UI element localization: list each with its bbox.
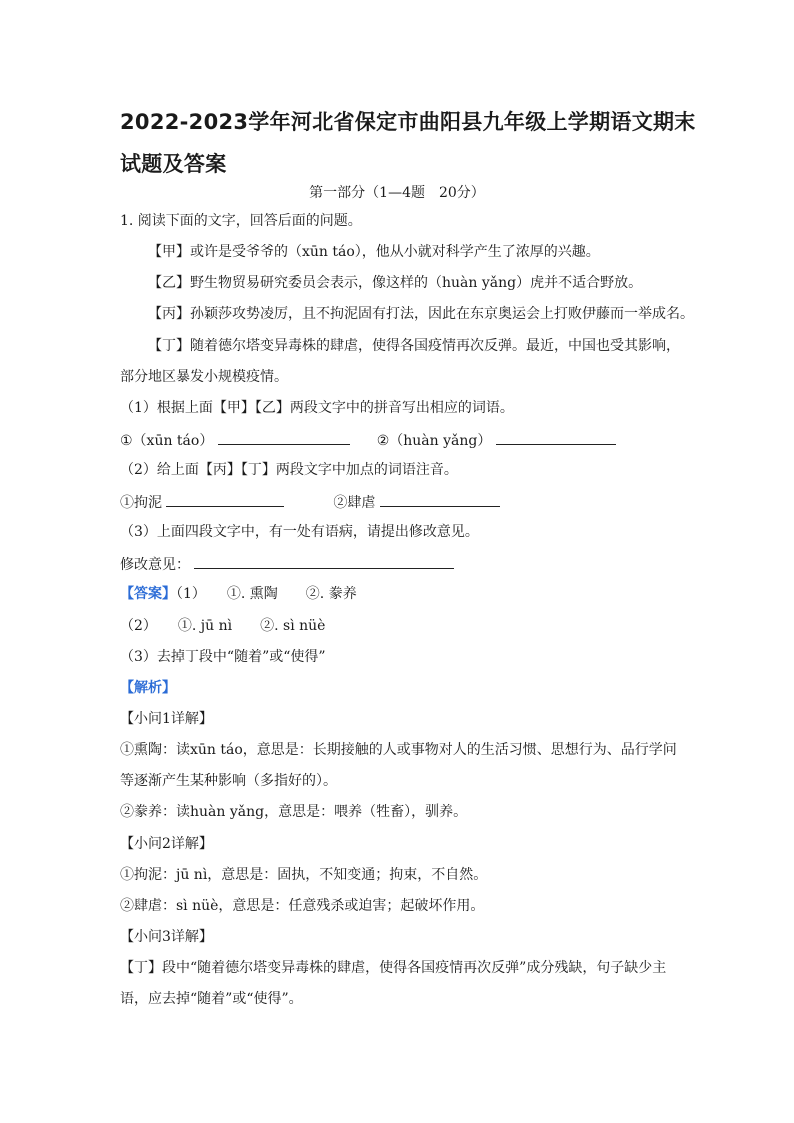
question-1-intro: 1. 阅读下面的文字，回答后面的问题。 <box>120 213 362 229</box>
passage-bing: 【丙】孙颖莎攻势凌厉，且不拘泥固有打法，因此在东京奥运会上打败伊藤而一举成名。 <box>148 306 694 322</box>
blank-1b-label: ②（huàn yǎng） <box>376 433 492 449</box>
answer-2: （2） ①. jū nì ②. sì nüè <box>120 618 326 634</box>
detail-2-sinue: ②肆虐：sì nüè，意思是：任意残杀或迫害；起破坏作用。 <box>120 898 485 914</box>
detail-1-huanyang: ②豢养：读huàn yǎng，意思是：喂养（牲畜），驯养。 <box>120 804 468 820</box>
blank-2b-label: ②肆虐 <box>333 495 376 511</box>
passage-ding-line1: 【丁】随着德尔塔变异毒株的肆虐，使得各国疫情再次反弹。最近，中国也受其影响， <box>148 338 680 354</box>
subquestion-3: （3）上面四段文字中，有一处有语病，请提出修改意见。 <box>120 524 479 540</box>
detail-2-label: 【小问2详解】 <box>120 836 213 852</box>
answer-blank-2b <box>380 492 500 507</box>
detail-1-xuntao-line1: ①熏陶：读xūn táo，意思是：长期接触的人或事物对人的生活习惯、思想行为、品行学问 <box>120 742 677 758</box>
answer-blank-3 <box>194 554 454 569</box>
analysis-label: 【解析】 <box>120 680 176 696</box>
subquestion-3-blank <box>120 554 454 574</box>
document-title-line2: 试题及答案 <box>120 152 227 176</box>
answer-3: （3）去掉丁段中“随着”或“使得” <box>120 649 326 665</box>
passage-ding-line2: 部分地区暴发小规模疫情。 <box>120 369 288 385</box>
detail-3-line1: 【丁】段中“随着德尔塔变异毒株的肆虐，使得各国疫情再次反弹”成分残缺，句子缺少主 <box>120 960 667 976</box>
revision-label: 修改意见： <box>120 557 190 573</box>
detail-3-label: 【小问3详解】 <box>120 929 213 945</box>
answer-blank-2a <box>166 492 284 507</box>
subquestion-1: （1）根据上面【甲】【乙】两段文字中的拼音写出相应的词语。 <box>120 400 514 416</box>
blank-1a-label: ①（xūn táo） <box>120 433 214 449</box>
detail-2-juni: ①拘泥：jū nì，意思是：固执，不知变通；拘束，不自然。 <box>120 867 488 883</box>
subquestion-2: （2）给上面【丙】【丁】两段文字中加点的词语注音。 <box>120 462 458 478</box>
subquestion-2-blanks <box>120 492 500 512</box>
answer-row-1 <box>120 585 357 603</box>
answer-1: （1） ①. 熏陶 ②. 豢养 <box>176 586 357 602</box>
detail-1-label: 【小问1详解】 <box>120 711 213 727</box>
blank-2a-label: ①拘泥 <box>120 495 162 511</box>
subquestion-1-blanks <box>120 430 616 450</box>
document-title-line1: 2022-2023学年河北省保定市曲阳县九年级上学期语文期末 <box>120 110 696 134</box>
answer-blank-1a <box>218 430 350 445</box>
section-heading: 第一部分（1—4题 20分） <box>309 185 485 201</box>
passage-jia: 【甲】或许是受爷爷的（xūn táo），他从小就对科学产生了浓厚的兴趣。 <box>148 244 600 260</box>
answer-label: 【答案】 <box>120 586 176 602</box>
detail-3-line2: 语，应去掉“随着”或“使得”。 <box>120 991 303 1007</box>
detail-1-xuntao-line2: 等逐渐产生某种影响（多指好的）。 <box>120 773 337 789</box>
passage-yi: 【乙】野生物贸易研究委员会表示，像这样的（huàn yǎng）虎并不适合野放。 <box>148 275 643 291</box>
answer-blank-1b <box>496 430 616 445</box>
